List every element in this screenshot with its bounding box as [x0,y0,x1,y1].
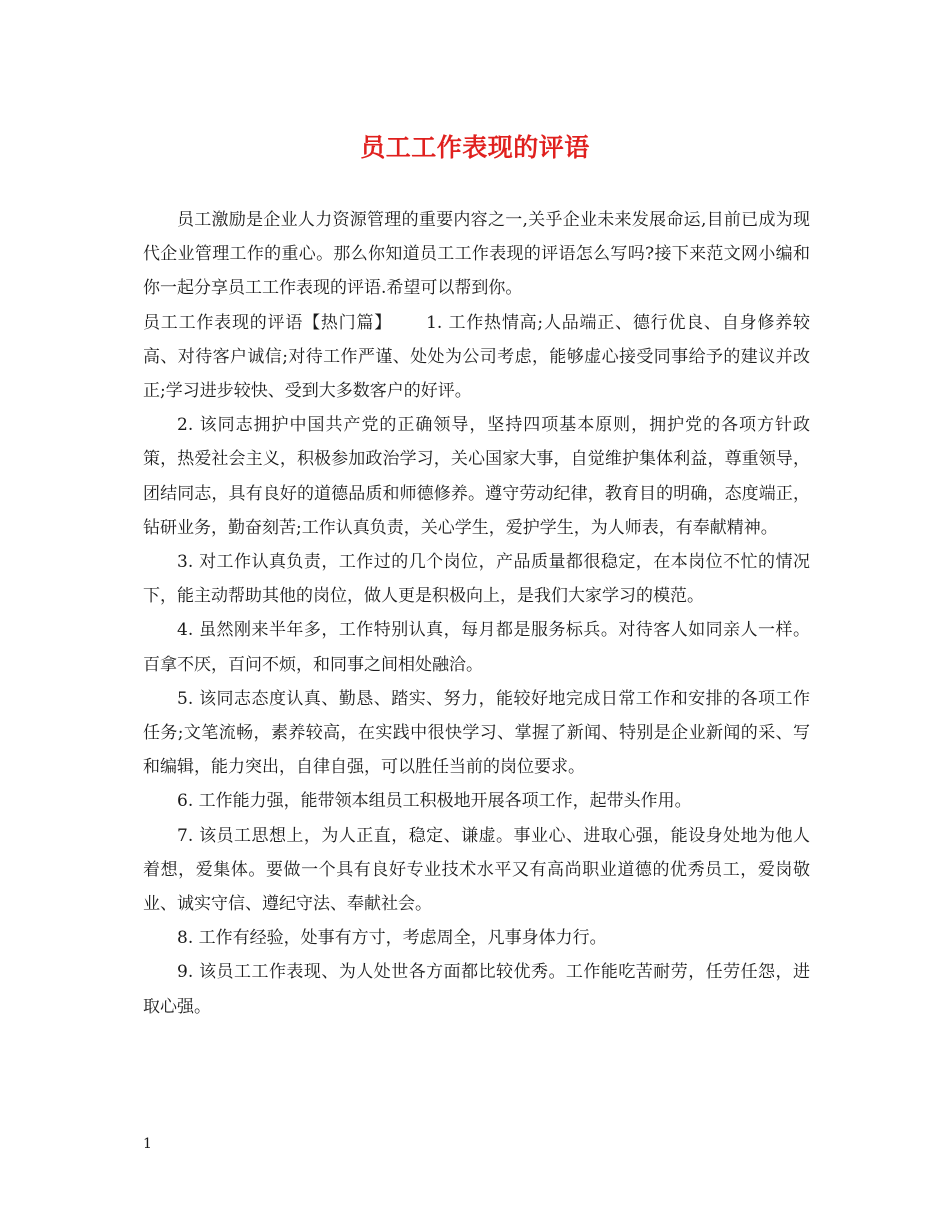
document-title: 员工工作表现的评语 [360,133,590,162]
list-item: 2. 该同志拥护中国共产党的正确领导，坚持四项基本原则，拥护党的各项方针政策，热爱社会主义，积极参加政治学习，关心国家大事，自觉维护集体利益，尊重领导，团结同志，具有良好的道德品质和师德修养。遵守劳动纪律，教育目的明确，态度端正，钻研业务，勤奋刻苦;工作认真负责，关心学生，爱护学生，为人师表，有奉献精神。 [143,415,810,538]
list-item: 7. 该员工思想上，为人正直，稳定、谦虚。事业心、进取心强，能设身处地为他人着想，爱集体。要做一个具有良好专业技术水平又有高尚职业道德的优秀员工，爱岗敬业、诚实守信、遵纪守法、奉献社会。 [143,825,810,915]
section-heading: 员工工作表现的评语【热门篇】 [143,312,393,333]
list-item: 4. 虽然刚来半年多，工作特别认真，每月都是服务标兵。对待客人如同亲人一样。百拿不厌，百问不烦，和同事之间相处融洽。 [143,620,810,675]
list-item: 1. 工作热情高;人品端正、德行优良、自身修养较高、对待客户诚信;对待工作严谨、处处为公司考虑，能够虚心接受同事给予的建议并改正;学习进步较快、受到大多数客户的好评。 [143,312,810,402]
page-number: 1 [143,1136,152,1152]
list-item: 3. 对工作认真负责，工作过的几个岗位，产品质量都很稳定，在本岗位不忙的情况下，能主动帮助其他的岗位，做人更是积极向上，是我们大家学习的模范。 [143,552,810,607]
list-item: 6. 工作能力强，能带领本组员工积极地开展各项工作，起带头作用。 [177,791,692,812]
list-item: 5. 该同志态度认真、勤恳、踏实、努力，能较好地完成日常工作和安排的各项工作任务;文笔流畅，素养较高，在实践中很快学习、掌握了新闻、特别是企业新闻的采、写和编辑，能力突出，自律自强，可以胜任当前的岗位要求。 [143,688,810,778]
document-body [143,203,810,1024]
intro-paragraph: 员工激励是企业人力资源管理的重要内容之一,关乎企业未来发展命运,目前已成为现代企业管理工作的重心。那么你知道员工工作表现的评语怎么写吗?接下来范文网小编和你一起分享员工工作表现的评语.希望可以帮到你。 [143,210,810,299]
list-item: 9. 该员工工作表现、为人处世各方面都比较优秀。工作能吃苦耐劳，任劳任怨，进取心强。 [143,962,810,1017]
list-item: 8. 工作有经验，处事有方寸，考虑周全，凡事身体力行。 [177,928,607,949]
section-paragraph [143,306,810,409]
